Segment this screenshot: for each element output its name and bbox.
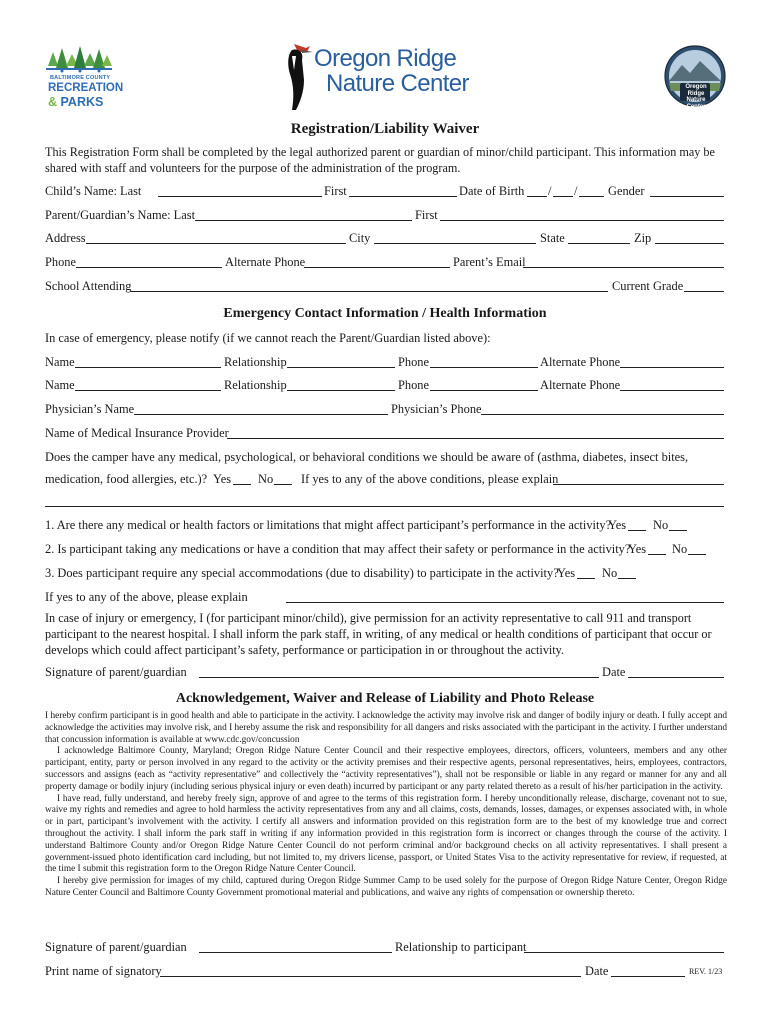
ack-paragraph-3: I have read, fully understand, and hereby freely sign, approve of and agree to the terms of this registration form. I hereby unconditionally release, discharge, covenant not to sue, waive my rights and remedies and agree to hold harmless the activity representatives from any and all claims, costs, demands, losses, damages, or expenses associated with, in whole or in part, participant’s involvement with the activity. I certify all answers and information provided on this registration form are to the best of my knowledge true and correct throughout the activity. I shall inform the park staff in writing if any information provided in this registration form is incorrect or changes through the course of the activity. I understand Baltimore County and/or Oregon Ridge Nature Center Council do not perform criminal and/or background checks on all activity representatives. I shall present a government-issued photo identification card including, but not limited to, my drivers license, passport, or United States Visa to the activity representative for review, if requested, at the time I submit this registration form to the Oregon Ridge Nature Center Council. [45,793,727,875]
emergency-date-field[interactable] [628,665,724,678]
contact2-alt-phone-label: Alternate Phone [540,378,621,392]
dob-label: Date of Birth [459,184,525,198]
q3-yes-field[interactable] [577,566,595,579]
contact2-phone-label: Phone [398,378,429,392]
contact1-alt-phone-label: Alternate Phone [540,355,621,369]
contact2-name-field[interactable] [75,378,221,391]
emergency-signature-label: Signature of parent/guardian [45,665,187,679]
phone-label: Phone [45,255,76,269]
dob-day-field[interactable] [553,184,573,197]
child-first-label: First [324,184,347,198]
waiver-signature-field[interactable] [199,940,392,953]
waiver-signature-label: Signature of parent/guardian [45,940,187,954]
child-first-field[interactable] [349,184,457,197]
trees-icon [44,44,114,74]
contact1-relationship-field[interactable] [287,355,395,368]
contact1-phone-field[interactable] [430,355,538,368]
parks-text: & PARKS [48,95,104,109]
q1-yes-field[interactable] [628,518,646,531]
gender-label: Gender [608,184,645,198]
alt-phone-field[interactable] [304,255,450,268]
woodpecker-icon [284,40,314,112]
print-name-label: Print name of signatory [45,964,162,978]
print-name-field[interactable] [160,964,581,977]
insurance-label: Name of Medical Insurance Provider [45,426,229,440]
dob-sep-2: / [574,184,578,198]
notify-text: In case of emergency, please notify (if we cannot reach the Parent/Guardian listed above): [45,331,491,345]
parent-last-label: Parent/Guardian’s Name: Last [45,208,196,222]
grade-label: Current Grade [612,279,684,293]
child-last-label: Child’s Name: Last [45,184,142,198]
q1-no-label: No [653,518,669,532]
alt-phone-label: Alternate Phone [225,255,306,269]
explain-label: If yes to any of the above conditions, please explain [301,472,559,486]
ack-paragraph-4: I hereby give permission for images of my child, captured during Oregon Ridge Summer Camp to be used solely for the purpose of Oregon Ridge Nature Center, Oregon Ridge Nature Center Council and Baltimore County Government promotional material and publications, and waive any rights of compensation or ownership thereto. [45,876,727,898]
state-label: State [540,231,565,245]
contact2-relationship-label: Relationship [224,378,287,392]
child-last-field[interactable] [158,184,322,197]
zip-field[interactable] [655,231,724,244]
emergency-consent-text: In case of injury or emergency, I (for participant minor/child), give permission for an activity representative to call 911 and transport participant to the nearest hospital. I shall inform the park staff, in writing, of any medical or health conditions of participant that occur or develops which could affect participant’s safety, performance or participation in or throughout the activity. [45,611,712,657]
phone-field[interactable] [76,255,222,268]
conditions-yes-label: Yes [213,472,232,486]
conditions-no-label: No [258,472,274,486]
insurance-field[interactable] [227,426,724,439]
grade-field[interactable] [684,279,724,292]
waiver-date-label: Date [585,964,609,978]
explain2-field[interactable] [286,590,724,603]
q2-no-label: No [672,542,688,556]
contact2-name-label: Name [45,378,75,392]
explain2-label: If yes to any of the above, please explain [45,590,248,604]
relationship-to-participant-label: Relationship to participant [395,940,527,954]
question-1: 1. Are there any medical or health factors or limitations that might affect participant’s performance in the activity? [45,518,612,532]
revision-label: REV. 1/23 [689,967,723,976]
baltimore-county-parks-logo [44,44,124,112]
conditions-question: Does the camper have any medical, psychological, or behavioral conditions we should be aware of (asthma, diabetes, insect bites, [45,450,689,464]
question-3: 3. Does participant require any special accommodations (due to disability) to participate in the activity? [45,566,559,580]
emergency-signature-field[interactable] [199,665,599,678]
oregon-ridge-logo [284,40,484,112]
page-title: Registration/Liability Waiver [290,121,480,137]
parent-email-label: Parent’s Email [453,255,526,269]
conditions-question-cont: medication, food allergies, etc.)? [45,472,208,486]
nature-center-council-seal [664,45,726,116]
question-2: 2. Is participant taking any medications or have a condition that may affect their safety or performance in the activity? [45,542,631,556]
zip-label: Zip [634,231,652,245]
ack-paragraph-2: I acknowledge Baltimore County, Maryland; Oregon Ridge Nature Center Council and their respective employees, directors, officers, volunteers, members and any other participant, entity, party or person involved in any regard to the activity or the activity premises and their respective agents, personal representatives, heirs, employees, contractors, successors and assigns (each as “activity representative” and collectively the “activity representatives”), shall not be responsible or liable in any regard or manner for any and all property damage or bodily injury (including serious physical injury or even death) incurred by participant or any party related thereto as a result of his/her participation in the activity. [45,746,727,792]
address-label: Address [45,231,86,245]
emergency-heading: Emergency Contact Information / Health Information [223,306,547,321]
parent-first-label: First [415,208,438,222]
physician-phone-label: Physician’s Phone [391,402,482,416]
gender-field[interactable] [650,184,724,197]
emergency-date-label: Date [602,665,626,679]
explain-field[interactable] [553,472,724,485]
ack-paragraph-1: I hereby confirm participant is in good health and able to participate in the activity. I acknowledge the activity may involve risk and danger of bodily injury or death. I fully accept and acknowledge the activities may involve risk, and I hereby assume the risk and responsibility for all dangers and risks associated with the participant in the activity. I further understand that concussion information is available at www.cdc.gov/concussion [45,711,727,745]
q2-yes-label: Yes [628,542,647,556]
acknowledgement-heading: Acknowledgement, Waiver and Release of Liability and Photo Release [175,691,595,706]
parent-first-field[interactable] [440,208,724,221]
q3-no-field[interactable] [618,566,636,579]
q1-yes-label: Yes [608,518,627,532]
oregon-ridge-title: Oregon Ridge [314,45,457,72]
city-field[interactable] [374,231,536,244]
contact2-phone-field[interactable] [430,378,538,391]
baltimore-county-text: BALTIMORE COUNTY [50,75,111,81]
waiver-date-field[interactable] [611,964,685,977]
conditions-no-field[interactable] [274,472,292,485]
contact1-name-label: Name [45,355,75,369]
contact1-phone-label: Phone [398,355,429,369]
contact1-alt-phone-field[interactable] [620,355,724,368]
contact1-relationship-label: Relationship [224,355,287,369]
address-field[interactable] [86,231,346,244]
contact2-relationship-field[interactable] [287,378,395,391]
physician-phone-field[interactable] [481,402,724,415]
city-label: City [349,231,371,245]
q2-yes-field[interactable] [648,542,666,555]
contact1-name-field[interactable] [75,355,221,368]
acknowledgement-text [45,711,727,900]
parent-last-field[interactable] [195,208,412,221]
school-field[interactable] [130,279,608,292]
parent-email-field[interactable] [523,255,724,268]
nature-center-title: Nature Center [326,70,469,97]
conditions-yes-field[interactable] [233,472,251,485]
state-field[interactable] [568,231,630,244]
seal-text: Oregon Ridge Nature Center Council [685,84,707,116]
school-label: School Attending [45,279,132,293]
dob-sep-1: / [548,184,552,198]
recreation-text: RECREATION [48,82,124,94]
dob-month-field[interactable] [527,184,547,197]
explain-field-line2[interactable] [45,494,724,507]
physician-name-label: Physician’s Name [45,402,135,416]
q3-yes-label: Yes [557,566,576,580]
intro-text: This Registration Form shall be completed by the legal authorized parent or guardian of minor/child participant. This information may be shared with staff and volunteers for the purpose of the administration of the program. [45,145,715,175]
contact2-alt-phone-field[interactable] [620,378,724,391]
dob-year-field[interactable] [579,184,604,197]
physician-name-field[interactable] [134,402,388,415]
q3-no-label: No [602,566,618,580]
relationship-to-participant-field[interactable] [524,940,724,953]
q2-no-field[interactable] [688,542,706,555]
q1-no-field[interactable] [669,518,687,531]
